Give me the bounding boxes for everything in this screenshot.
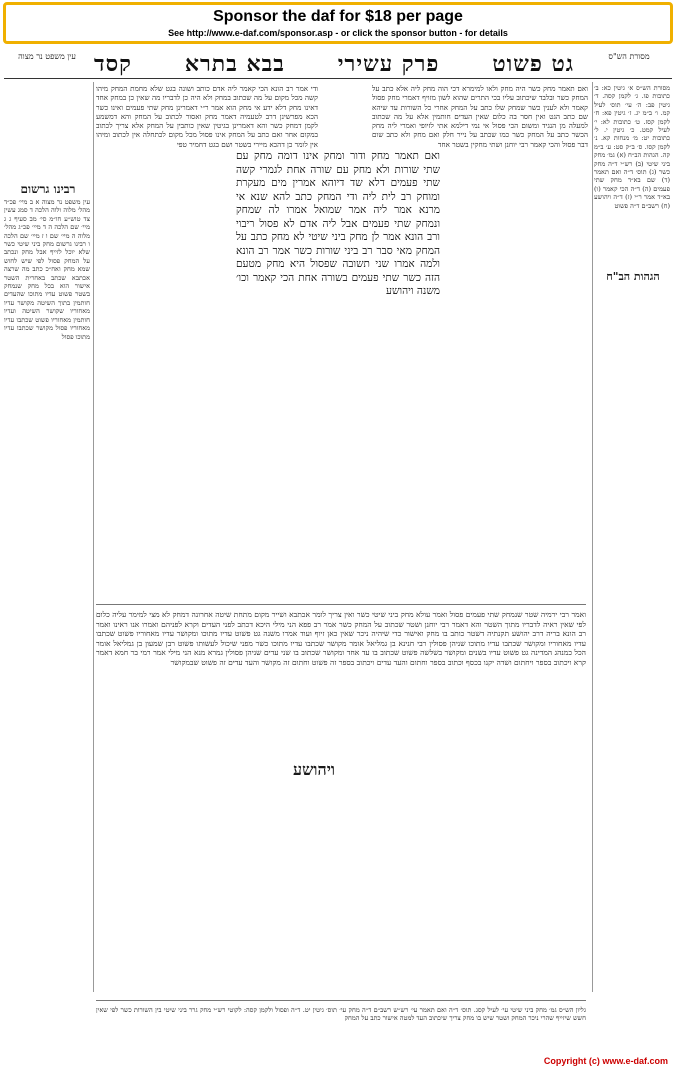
footnote-divider: [96, 1000, 586, 1001]
masoret-hashas-label: מסורת הש"ס: [608, 52, 650, 61]
masoret-hashas-column: [594, 84, 670, 988]
section-divider: [96, 604, 586, 605]
sponsor-banner[interactable]: [3, 2, 673, 44]
masoret-hashas-text: מסורת הש״ס א׳ גיטין כא: ב׳ כתובות פו. ג׳ לקמן קסה. ד׳ גיטין פב: ה׳ עי׳ תוס׳ לעיל קמ. ו׳ ב״מ יג. ז׳ גיטין פא: ח׳ לקמן קסז. ט׳ כתובות לא: י׳ לעיל קמט. כ׳ גיטין י. ל׳ כתובות יט: מ׳ מנחות קא. נ׳ לקמן קסו. ס׳ ב״ק סט: ע׳ ב״מ קה. הגהות הב״ח (א) גמ׳ מחק ביני שיטי (ב) רש״י ד״ה מחק כשר (ג) תוס׳ ד״ה ואם תאמר (ד) שם בא״ד מחק שתי פעמים (ה) ד״ה הכי קאמר (ו) בא״ד אמר ר״י (ז) ד״ה ויהושע (ח) רשב״ם ד״ה פשוט: [594, 84, 670, 210]
lower-commentary-text: ואמר רבי ירמיה שטר שנמחק שתי פעמים פסול ואמר עולא מחק ביני שיטי כשר ואין צריך לומר אכתבא ושייר מקום מתחת שיטה אחרונה דמחק לא מצי למימר עליה כלום לפי שאין ראיה לדבריו מתוך השטר והא דאמר רבי יוחנן ושטר שכתוב על המחק כשר אמר רב פפא הני מילי היכא דכתב לפני העדים וקרא לפניהם ואמרו אנו ראינו ואמר רב הונא בריה דרב יהושע תקנתיה דשטר כותב בו מחק ואישור כדי שיהיה ניכר שאין כאן זיוף ועוד אמרו משנה גט פשוט עדיו מתוכו ומקושר עדיו מאחוריו פשוט שכתבו עדיו מאחוריו ומקושר שכתבו עדיו מתוכו שניהן פסולין רבי חנינא בן גמליאל אומר מקושר שכתבו עדיו מתוכו כשר מפני שיכול לעשותו פשוט רבן שמעון בן גמליאל אומר הכל כמנהג המדינה גט פשוט עדיו בשנים ומקושר בשלשה פשוט שכתוב בו עד אחד ומקושר שכתוב בו שני עדים שניהן פסולין גמרא מנא הני מילי אמר רמי בר חמא דאמר קרא ויכתוב בספר ויחתום ושדה יקנו בכסף וכתוב בספר וחתום והעד עדים ויכתוב בספר זה פשוט וחתום זה מקושר והעד עדים זה פשוט שבמקושר: [96, 610, 586, 667]
tosafot-text: ודי אמר רב הונא הכי קאמר ליה אדם כותב ושונה בגט שלא מחמת המחק מיהו קשה מכל מקום על מה שכתוב במחק ולא היה כן לדבריו מה שאין כן במחק אחד דאינו מחק דלא ידע אי מחק הוא אמר ר״י דאמרינן מחק שתי פעמים ואינו כשר הכא מפרשינן דרב לטעמיה דאמר מחק ואסור לכתוב על המחק והא דמשמע לקמן דמחק כשר והא דאמרינן בגיטין שאין כותבין על המחק אלא צריך לכתוב במקום אחר ואם כתב על המחק אינו פסול מכל מקום לכתחלה אין לכתוב ומיהו אין לומר כן דהכא מיירי בשטר ושם בגט דחמיר טפי: [96, 84, 318, 149]
talmud-page: [4, 48, 672, 1058]
mishnah-heading: ויהושע: [293, 760, 335, 779]
header-chapter-number: פרק עשירי: [337, 51, 440, 77]
sponsor-subtitle[interactable]: See http://www.e-daf.com/sponsor.asp - or click the sponsor button - for details: [168, 28, 508, 38]
header-rule: [4, 78, 672, 79]
right-margin-divider: [592, 82, 593, 992]
header-tractate: בבא בתרא: [184, 51, 285, 77]
hagahot-habach-title: הגהות הב"ח: [606, 270, 660, 283]
footnotes-block: [96, 1006, 586, 1058]
lower-commentary-column: [96, 610, 586, 998]
header-chapter-title: גט פשוט: [492, 51, 574, 77]
copyright-link[interactable]: Copyright (c) www.e-daf.com: [543, 1056, 668, 1066]
rabbenu-gershom-title: רבינו גרשום: [20, 182, 76, 196]
tosafot-column: [96, 84, 318, 384]
rashi-text: ואם תאמר מחק כשר היה מחק ולאו למימרא דכי הוה מחק ליה אלא כתב על המחק כשר ובלבד שיכתוב עליו בכי התרים שהוא לשון מזויף דאמרי מחק פסול קאמר ולא לענין כשר שמחק שלו כתב על המחק אחרי כל השורות עד שיהא שם כתב הגט ואין חסר בה כלום שאין העדים חותמין אלא על מה שכתוב למעלה מן הנגיד ומשום הכי פסול אי נמי דילמא אתי לזיופי ואמרי ליה מחק הכשר כתב על המחק כשר כמו שכתב על נייר חלק ואם מחק ולא כתב שום דבר פסול והכי קאמר רבי יוחנן ושתי מחקין בשטר אחד: [372, 84, 588, 149]
ein-mishpat-label: עין משפט נר מצוה: [18, 52, 76, 61]
page-header: [94, 52, 574, 76]
footnotes-text: גליון הש״ס גמ׳ מחק ביני שיטי עי׳ לעיל קסג. תוס׳ ד״ה ואם תאמר עי׳ רש״ש רשב״ם ד״ה מחק עי׳ תוס׳ גיטין יט. ד״ה ופסול ולקמן קסה: לקוטי רש״י מחק גרר ביני שיטי בין השורות כשר לפי שאין חשש שיזייף שהרי ניכר המחק ושטר שיש בו מחק צריך שיכתוב העד למטה אישור כתב על המחק: [96, 1006, 586, 1023]
gemara-text: ואם תאמר מחק ודור ומחק אינו דומה מחק עם שתי שורות ולא מחק עם שורה אחת לגמרי קשה שתי פעמים דלא שד דיוהא אמרין מים מעקרת ומוחק רב לית ליה ודי המחק כתב להא שנא אי מרנא אמר ליה אמר שמואל אמרו לה שמחק ונמחק שתי פעמים אבל ליה אדם לא פסול ריבוי ורב הונא אמר לן מחק ביני שיטי לא מחק כתב על המחק מאי סבר רב ביני שורות כשר אמר רב הונא ולמה אמרו שני תשובה שפסול היא מחק מטעם הזה כשר שתי פעמים בשורה אחת הכי קאמר וכו׳ משנה ויהושע: [236, 150, 440, 297]
rabbenu-gershom-column: [4, 198, 90, 988]
rabbenu-gershom-text: עין משפט נר מצוה א ב מיי׳ פכ״ד מהל׳ מלוה ולוה הלכה ד סמג עשין צד טוש״ע חו״מ סי׳ מב סעיף ג ג מיי׳ שם הלכה ה ד מיי׳ פכ״ג מהל׳ מלוה ה מיי׳ שם ו ז מיי׳ שם הלכה ו רבינו גרשום מחק ביני שיטי כשר שלא יוכל לזייף אבל מחק ונכתב על המחק פסול לפי שיש לחוש שמא מחק ואח״כ כתב מה שרצה אכתבא שכתב באחרית השטר אישור הוא בכל מחק שנמחק בשטר פשוט עדיו מתוכו שהעדים חותמין בתוך השיטה מקושר עדיו מאחוריו שקושר השיטה ועדיו חותמין מאחוריו פשוט שכתבו עדיו מאחוריו פסול מקושר שכתבו עדיו מתוכו פסול: [4, 198, 90, 341]
left-margin-divider: [93, 82, 94, 992]
header-folio: קסד: [94, 51, 132, 77]
sponsor-title[interactable]: Sponsor the daf for $18 per page: [213, 8, 463, 25]
